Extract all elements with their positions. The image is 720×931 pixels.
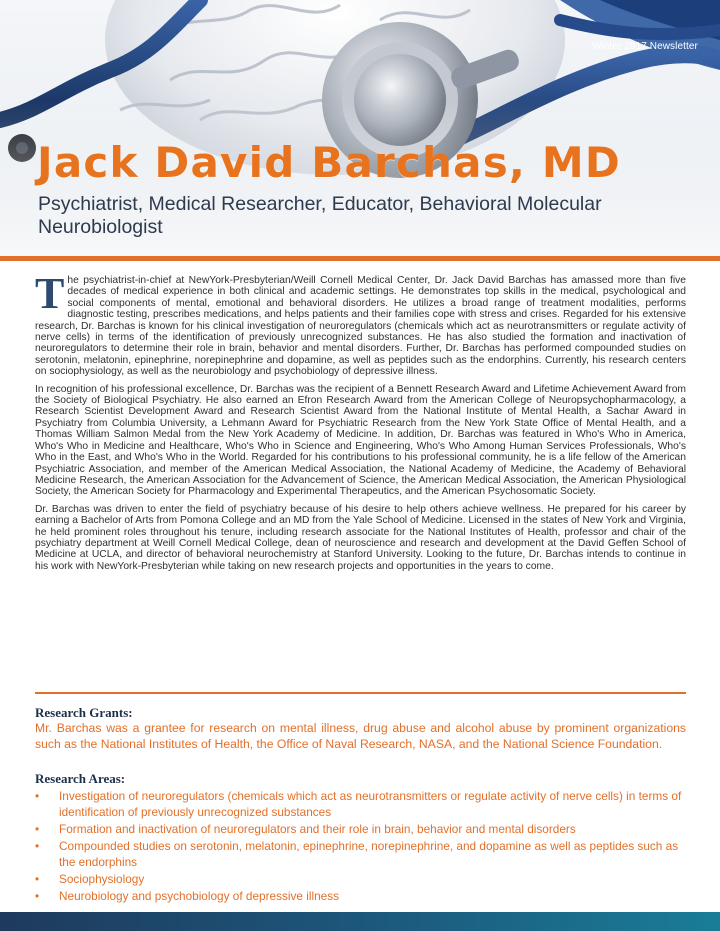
list-item: [35, 788, 686, 820]
list-item: [35, 888, 686, 904]
header-divider: [0, 256, 720, 261]
bullet-icon: •: [35, 839, 40, 853]
list-item-text: Neurobiology and psychobiology of depressive illness: [59, 889, 340, 903]
page-subtitle: Psychiatrist, Medical Researcher, Educator, Behavioral Molecular Neurobiologist: [38, 193, 602, 238]
bio-paragraph-text: he psychiatrist-in-chief at NewYork-Presbyterian/Weill Cornell Medical Center, Dr. Jack David Barchas has amassed more than five decades of medical experience in both clinical and academic settings. He demonstrates top skills in the medical, psychological and social components of mental, emotional and behavioral disorders. He utilizes a broad range of treatment modalities, performs diagnostic testing, prescribes medications, and helps patients and their families cope with stress and crises. Regarded for his extensive research, Dr. Barchas is known for his clinical investigation of neuroregulators (chemicals which act as neurotransmitters or regulate activity of nerve cells) in terms of the identification of previously unrecognized substances. He has also studied the formation and inactivation of neuroregulators to determine their role in brain, behavior and mental disorders. Further, Dr. Barchas has performed compounded studies on serotonin, melatonin, epinephrine, norepinephrine and dopamine, as well as peptides such as the endorphins. Currently, his research centers on sociophysiology, as well as the neurobiology and psychobiology of depressive illness.: [35, 275, 686, 378]
newsletter-edition-label: Winter 2017 Newsletter: [591, 41, 698, 52]
research-grants-text: Mr. Barchas was a grantee for research on mental illness, drug abuse and alcohol abuse by prominent organizations such as the National Institutes of Health, the Office of Naval Research, NASA, and the National Science Foundation.: [35, 721, 686, 751]
bio-paragraph: [35, 269, 686, 378]
list-item: [35, 821, 686, 837]
bullet-icon: •: [35, 872, 40, 886]
footer-bar: [0, 912, 720, 931]
bio-paragraph: In recognition of his professional excellence, Dr. Barchas was the recipient of a Bennett Research Award and Lifetime Achievement Award from the Society of Biological Psychiatry. He also earned an Efron Research Award from the American College of Neuropsychopharmacology, a Research Scientist Development Award and Research Scientist Award from the National Institute of Mental Health, a Sachar Award in Psychiatry from Columbia University, a Lehmann Award for Psychiatric Research from the New York State Office of Mental Health, and a Thomas William Salmon Medal from the New York Academy of Medicine. In addition, Dr. Barchas was featured in Who's Who in America, Who's Who in Medicine and Healthcare, Who's Who in Science and Engineering, Who's Who Among Human Services Professionals, Who's Who in the East, and Who's Who in the World. Regarded for his contributions to his professional community, he is a life fellow of the American Psychiatric Association, and member of the American Medical Association, the National Academy of Medicine, the Academy of Behavioral Medicine Research, the American Association for the Advancement of Science, the American Medical Association, the American Physiological Society, the American Society for Pharmacology and Experimental Therapeutics, and the American Psychosomatic Society.: [35, 383, 686, 498]
bullet-icon: •: [35, 789, 40, 803]
list-item-text: Compounded studies on serotonin, melatonin, epinephrine, norepinephrine, and dopamine as well as peptides such as the endorphins: [59, 839, 679, 869]
list-item-text: Formation and inactivation of neuroregulators and their role in brain, behavior and mental disorders: [59, 822, 576, 836]
drop-cap: T: [35, 269, 65, 318]
list-item-text: Sociophysiology: [59, 872, 145, 886]
header-banner: [0, 0, 720, 256]
list-item-text: Investigation of neuroregulators (chemicals which act as neurotransmitters or regulate activity of nerve cells) in terms of identification of previously unrecognized substances: [59, 789, 682, 819]
research-areas-list: [35, 788, 686, 905]
biography-section: [35, 269, 686, 578]
research-grants-heading: Research Grants:: [35, 705, 133, 720]
list-item: [35, 838, 686, 870]
bullet-icon: •: [35, 889, 40, 903]
bio-paragraph: Dr. Barchas was driven to enter the field of psychiatry because of his desire to help others achieve wellness. He prepared for his career by earning a Bachelor of Arts from Pomona College and an MD from the Yale School of Medicine. Licensed in the states of New York and Virginia, he held prominent roles throughout his tenure, including research associate for the National Institutes of Health, professor and chair of the psychiatry department at Weill Cornell Medical College, dean of neuroscience and research and development at the David Geffen School of Medicine at UCLA, and director of behavioral neurochemistry at Stanford University. Looking to the future, Dr. Barchas intends to continue in his work with NewYork-Presbyterian while taking on new research projects and opportunities in the years to come.: [35, 503, 686, 572]
list-item: [35, 871, 686, 887]
page-title: Jack David Barchas, MD: [37, 138, 621, 187]
section-divider: [35, 692, 686, 694]
research-areas-heading: Research Areas:: [35, 771, 126, 786]
bullet-icon: •: [35, 822, 40, 836]
